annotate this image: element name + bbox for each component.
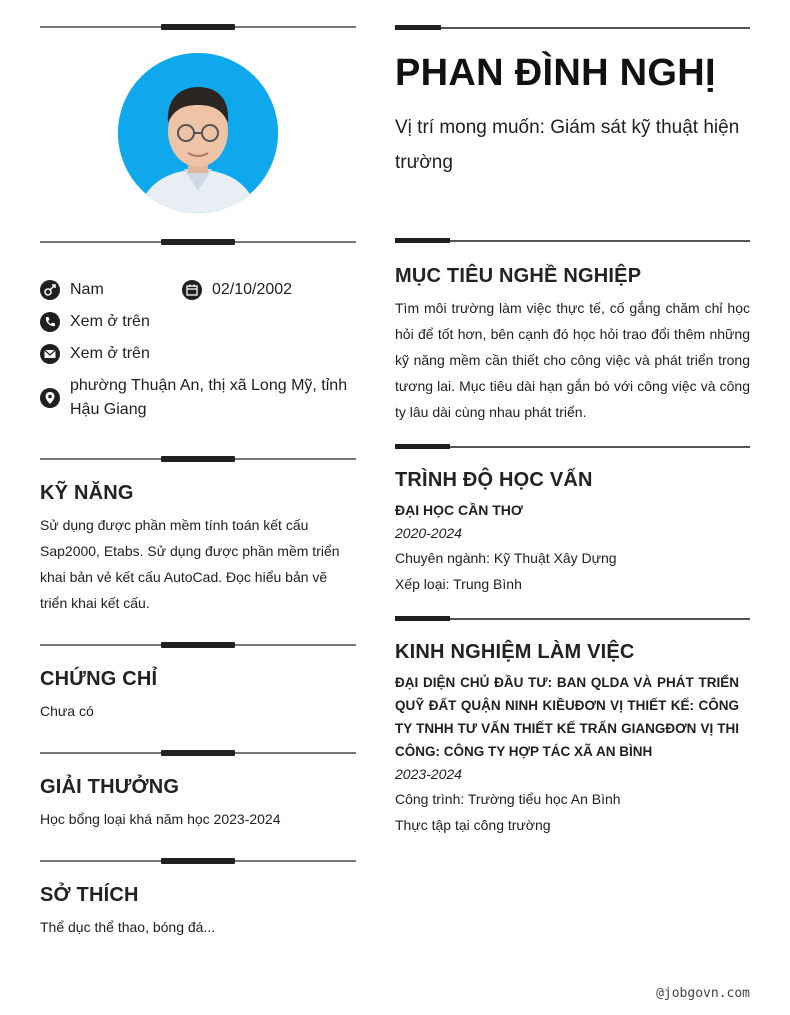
awards-title: GIẢI THƯỞNG <box>40 776 180 798</box>
education-school: ĐẠI HỌC CẦN THƠ <box>395 502 523 518</box>
divider <box>40 749 356 757</box>
hobbies-title: SỞ THÍCH <box>40 884 139 906</box>
location-icon <box>40 388 60 408</box>
certificates-title: CHỨNG CHỈ <box>40 668 158 690</box>
education-period: 2020-2024 <box>395 525 462 541</box>
birthdate-value: 02/10/2002 <box>212 281 293 298</box>
email-value: Xem ở trên <box>70 345 150 362</box>
hobbies-text: Thể dục thể thao, bóng đá... <box>40 919 216 935</box>
divider <box>40 857 356 865</box>
experience-period: 2023-2024 <box>395 766 462 782</box>
mail-icon <box>40 344 60 364</box>
education-title: TRÌNH ĐỘ HỌC VẤN <box>395 469 593 491</box>
avatar <box>118 53 278 213</box>
avatar-photo <box>118 53 278 213</box>
candidate-name: PHAN ĐÌNH NGHỊ <box>395 52 716 94</box>
address-value: phường Thuận An, thị xã Long Mỹ, tỉnh Hậu Giang <box>70 377 348 418</box>
divider <box>395 25 750 31</box>
certificates-text: Chưa có <box>40 703 94 719</box>
awards-text: Học bổng loại khá năm học 2023-2024 <box>40 811 281 827</box>
divider <box>40 641 356 649</box>
objective-title: MỤC TIÊU NGHỀ NGHIỆP <box>395 265 642 287</box>
phone-icon <box>40 312 60 332</box>
calendar-icon <box>182 280 202 300</box>
experience-role: Thực tập tại công trường <box>395 817 551 833</box>
desired-position: Vị trí mong muốn: Giám sát kỹ thuật hiện trường <box>395 117 740 173</box>
education-grade: Xếp loại: Trung Bình <box>395 576 522 592</box>
divider <box>395 238 750 244</box>
gender-value: Nam <box>70 281 104 298</box>
divider <box>395 616 750 622</box>
skills-title: KỸ NĂNG <box>40 482 134 504</box>
divider <box>40 23 356 31</box>
skills-text: Sử dụng được phần mềm tính toán kết cấu Sap2000, Etabs. Sử dụng được phần mềm triển khai bản vẻ kết cấu AutoCad. Đọc hiểu bản vẽ triển khai kết cấu. <box>40 517 340 611</box>
experience-project: Công trình: Trường tiểu học An Bình <box>395 791 621 807</box>
objective-text: Tìm môi trường làm việc thực tế, cố gắng chăm chỉ học hỏi để tốt hơn, bên cạnh đó học hỏi trao đổi thêm những kỹ năng mềm cần thiết cho công việc và phát triển trong tương lai. Mục tiêu dài hạn gắn bó với công việc và công ty lâu dài cùng nhau phát triển. <box>395 300 750 420</box>
divider <box>40 238 356 246</box>
divider <box>395 444 750 450</box>
experience-company: ĐẠI DIỆN CHỦ ĐẦU TƯ: BAN QLDA VÀ PHÁT TRIỂN QUỸ ĐẤT QUẬN NINH KIỀUĐƠN VỊ THIẾT KẾ: CÔNG TY TNHH TƯ VẤN THIẾT KẾ TRẤN GIANGĐƠN VỊ THI CÔNG: CÔNG TY HỢP TÁC XÃ AN BÌNH <box>395 675 739 759</box>
divider <box>40 455 356 463</box>
education-major: Chuyên ngành: Kỹ Thuật Xây Dựng <box>395 550 617 566</box>
footer-watermark: @jobgovn.com <box>656 986 750 1001</box>
gender-icon <box>40 280 60 300</box>
experience-title: KINH NGHIỆM LÀM VIỆC <box>395 641 635 663</box>
phone-value: Xem ở trên <box>70 313 150 330</box>
